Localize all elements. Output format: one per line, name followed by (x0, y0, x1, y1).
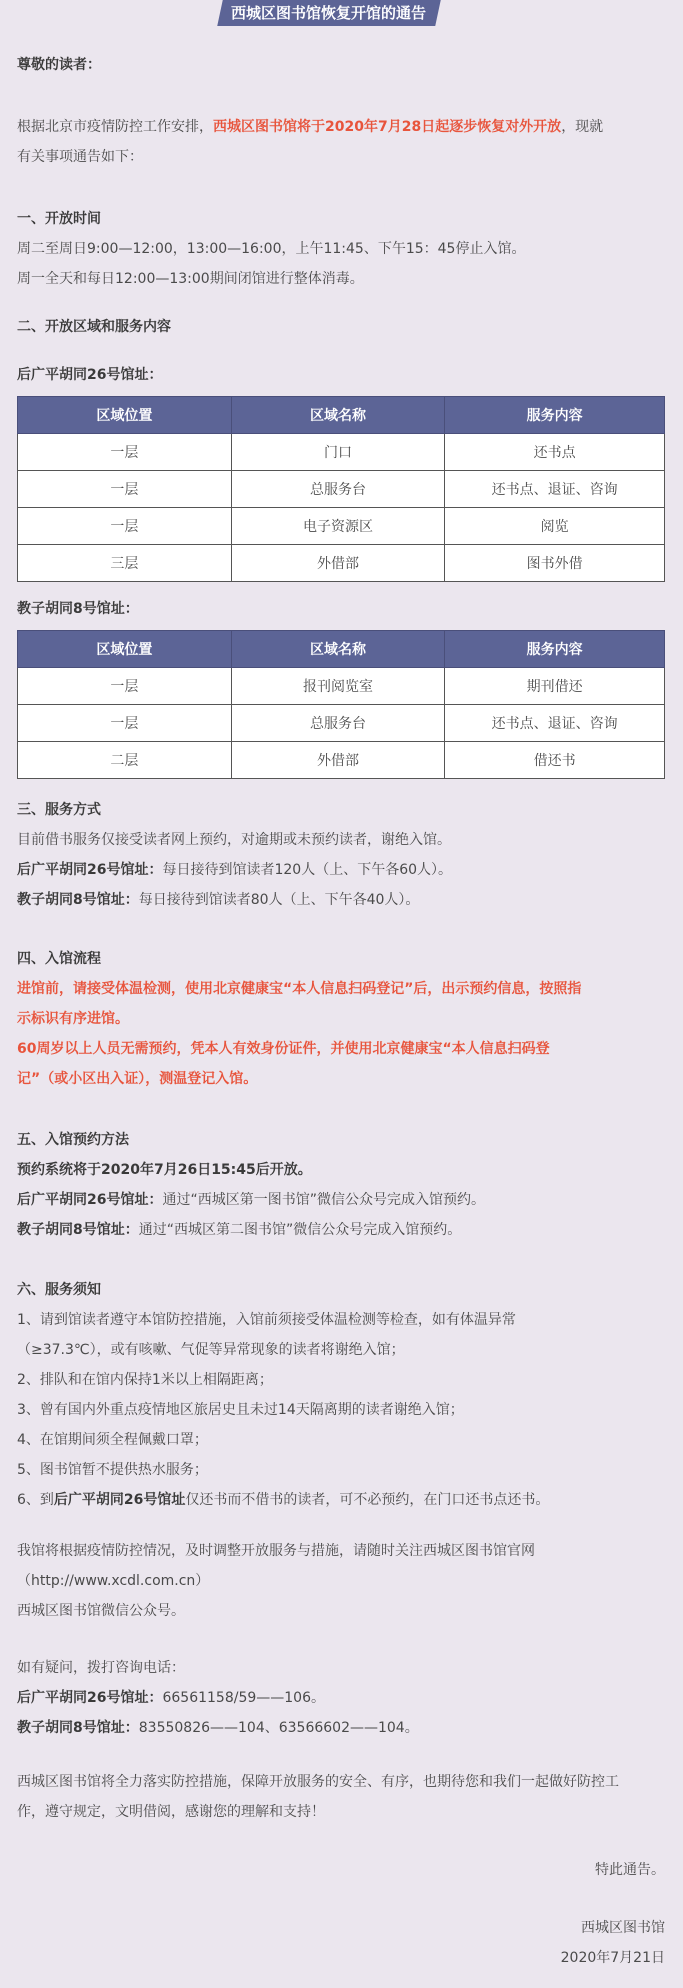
rule-text: 6、到 (17, 1492, 54, 1508)
table-row (18, 705, 665, 742)
table-cell: 三层 (18, 545, 232, 582)
intro-line2: 有关事项通告如下： (17, 149, 143, 165)
site-text: 通过“西城区第一图书馆”微信公众号完成入馆预约。 (162, 1192, 485, 1208)
rule-item: 5、图书馆暂不提供热水服务； (17, 1462, 208, 1478)
section-heading-rules: 六、服务须知 (17, 1282, 101, 1298)
intro-text: 根据北京市疫情防控工作安排， (17, 119, 213, 135)
service-site1-line (17, 855, 665, 885)
rule-text: 仅还书而不借书的读者，可不必预约，在门口还书点还书。 (185, 1492, 550, 1508)
table-cell: 一层 (18, 508, 232, 545)
site-text: 通过“西城区第二图书馆”微信公众号完成入馆预约。 (138, 1222, 462, 1238)
table-cell: 还书点、退证、咨询 (445, 705, 665, 742)
table-cell: 一层 (18, 705, 232, 742)
service-site2-line (17, 885, 665, 915)
greeting: 尊敬的读者： (17, 57, 101, 73)
table-row (18, 434, 665, 471)
closed-hours-line: 周一全天和每日12:00—13:00期间闭馆进行整体消毒。 (17, 271, 364, 287)
table-cell: 总服务台 (231, 705, 445, 742)
section-heading-open-hours: 一、开放时间 (17, 211, 101, 227)
header-area-name: 区域名称 (231, 397, 445, 434)
table-cell: 一层 (18, 434, 232, 471)
table-cell: 报刊阅览室 (231, 668, 445, 705)
table-cell: 阅览 (445, 508, 665, 545)
booking-site1-line (17, 1185, 665, 1215)
rule-item (17, 1485, 665, 1515)
rule-item: 1、请到馆读者遵守本馆防控措施，入馆前须接受体温检测等检查，如有体温异常 (17, 1312, 516, 1328)
table-cell: 外借部 (231, 545, 445, 582)
site-label: 后广平胡同26号馆址 (53, 1492, 186, 1508)
rule-item: 4、在馆期间须全程佩戴口罩； (17, 1432, 208, 1448)
table-cell: 期刊借还 (445, 668, 665, 705)
rule-item: 2、排队和在馆内保持1米以上相隔距离； (17, 1372, 273, 1388)
entry-rule-2b: 记”（或小区出入证），测温登记入馆。 (17, 1071, 258, 1087)
signoff-notice: 特此通告。 (595, 1862, 665, 1878)
table-cell: 一层 (18, 668, 232, 705)
section-heading-booking: 五、入馆预约方法 (17, 1132, 129, 1148)
intro-paragraph (17, 112, 665, 142)
entry-rule-2a: 60周岁以上人员无需预约，凭本人有效身份证件，并使用北京健康宝“本人信息扫码登 (17, 1041, 550, 1057)
signoff-date: 2020年7月21日 (560, 1950, 665, 1966)
site-label: 后广平胡同26号馆址： (17, 1690, 163, 1706)
table-cell: 借还书 (445, 742, 665, 779)
table-site1 (17, 396, 665, 582)
contact-site2 (17, 1713, 665, 1743)
table-cell: 一层 (18, 471, 232, 508)
closing-b: 作，遵守规定，文明借阅，感谢您的理解和支持！ (17, 1804, 325, 1820)
section-heading-areas: 二、开放区域和服务内容 (17, 319, 171, 335)
follow-notice-c: 西城区图书馆微信公众号。 (17, 1603, 185, 1619)
open-hours-line: 周二至周日9:00—12:00，13:00—16:00，上午11:45、下午15：45停止入馆。 (17, 241, 526, 257)
website-link[interactable]: （http://www.xcdl.com.cn） (17, 1573, 210, 1589)
booking-open-line: 预约系统将于2020年7月26日15:45后开放。 (17, 1162, 312, 1178)
table-site2 (17, 630, 665, 779)
signoff-org: 西城区图书馆 (581, 1920, 665, 1936)
contact-intro: 如有疑问，拨打咨询电话： (17, 1660, 185, 1676)
header-area-location: 区域位置 (18, 631, 232, 668)
rule-item: 3、曾有国内外重点疫情地区旅居史且未过14天隔离期的读者谢绝入馆； (17, 1402, 464, 1418)
table-row (18, 545, 665, 582)
booking-site2-line (17, 1215, 665, 1245)
closing-a: 西城区图书馆将全力落实防控措施，保障开放服务的安全、有序，也期待您和我们一起做好防控工 (17, 1774, 619, 1790)
table-cell: 还书点、退证、咨询 (445, 471, 665, 508)
site1-label: 后广平胡同26号馆址： (17, 367, 163, 383)
site-label: 后广平胡同26号馆址： (17, 862, 163, 878)
intro-text-2: ，现就 (561, 119, 604, 135)
site2-label: 教子胡同8号馆址： (17, 601, 139, 617)
table-cell: 总服务台 (231, 471, 445, 508)
intro-highlight: 西城区图书馆将于2020年7月28日起逐步恢复对外开放 (213, 119, 562, 135)
table-cell: 外借部 (231, 742, 445, 779)
rule-item: （≥37.3℃），或有咳嗽、气促等异常现象的读者将谢绝入馆； (17, 1342, 405, 1358)
phone-number: 83550826——104、63566602——104。 (138, 1720, 419, 1736)
page-title: 西城区图书馆恢复开馆的通告 (231, 4, 427, 22)
table-row (18, 742, 665, 779)
table-header-row (18, 397, 665, 434)
table-cell: 二层 (18, 742, 232, 779)
site-label: 教子胡同8号馆址： (17, 892, 139, 908)
site-label: 教子胡同8号馆址： (17, 1720, 139, 1736)
site-text: 每日接待到馆读者120人（上、下午各60人）。 (162, 862, 453, 878)
site-label: 后广平胡同26号馆址： (17, 1192, 163, 1208)
service-mode-line: 目前借书服务仅接受读者网上预约，对逾期或未预约读者，谢绝入馆。 (17, 832, 451, 848)
title-banner (217, 0, 441, 26)
entry-rule-1a: 进馆前，请接受体温检测，使用北京健康宝“本人信息扫码登记”后，出示预约信息，按照指 (17, 981, 582, 997)
header-area-location: 区域位置 (18, 397, 232, 434)
section-heading-entry: 四、入馆流程 (17, 951, 101, 967)
phone-number: 66561158/59——106。 (162, 1690, 325, 1706)
header-service: 服务内容 (445, 397, 665, 434)
table-cell: 门口 (231, 434, 445, 471)
site-text: 每日接待到馆读者80人（上、下午各40人）。 (138, 892, 420, 908)
entry-rule-1b: 示标识有序进馆。 (17, 1011, 129, 1027)
table-row (18, 668, 665, 705)
follow-notice-a: 我馆将根据疫情防控情况，及时调整开放服务与措施，请随时关注西城区图书馆官网 (17, 1543, 535, 1559)
table-cell: 电子资源区 (231, 508, 445, 545)
header-area-name: 区域名称 (231, 631, 445, 668)
table-cell: 还书点 (445, 434, 665, 471)
section-heading-service-mode: 三、服务方式 (17, 802, 101, 818)
table-row (18, 471, 665, 508)
contact-site1 (17, 1683, 665, 1713)
header-service: 服务内容 (445, 631, 665, 668)
table-cell: 图书外借 (445, 545, 665, 582)
table-row (18, 508, 665, 545)
site-label: 教子胡同8号馆址： (17, 1222, 139, 1238)
table-header-row (18, 631, 665, 668)
